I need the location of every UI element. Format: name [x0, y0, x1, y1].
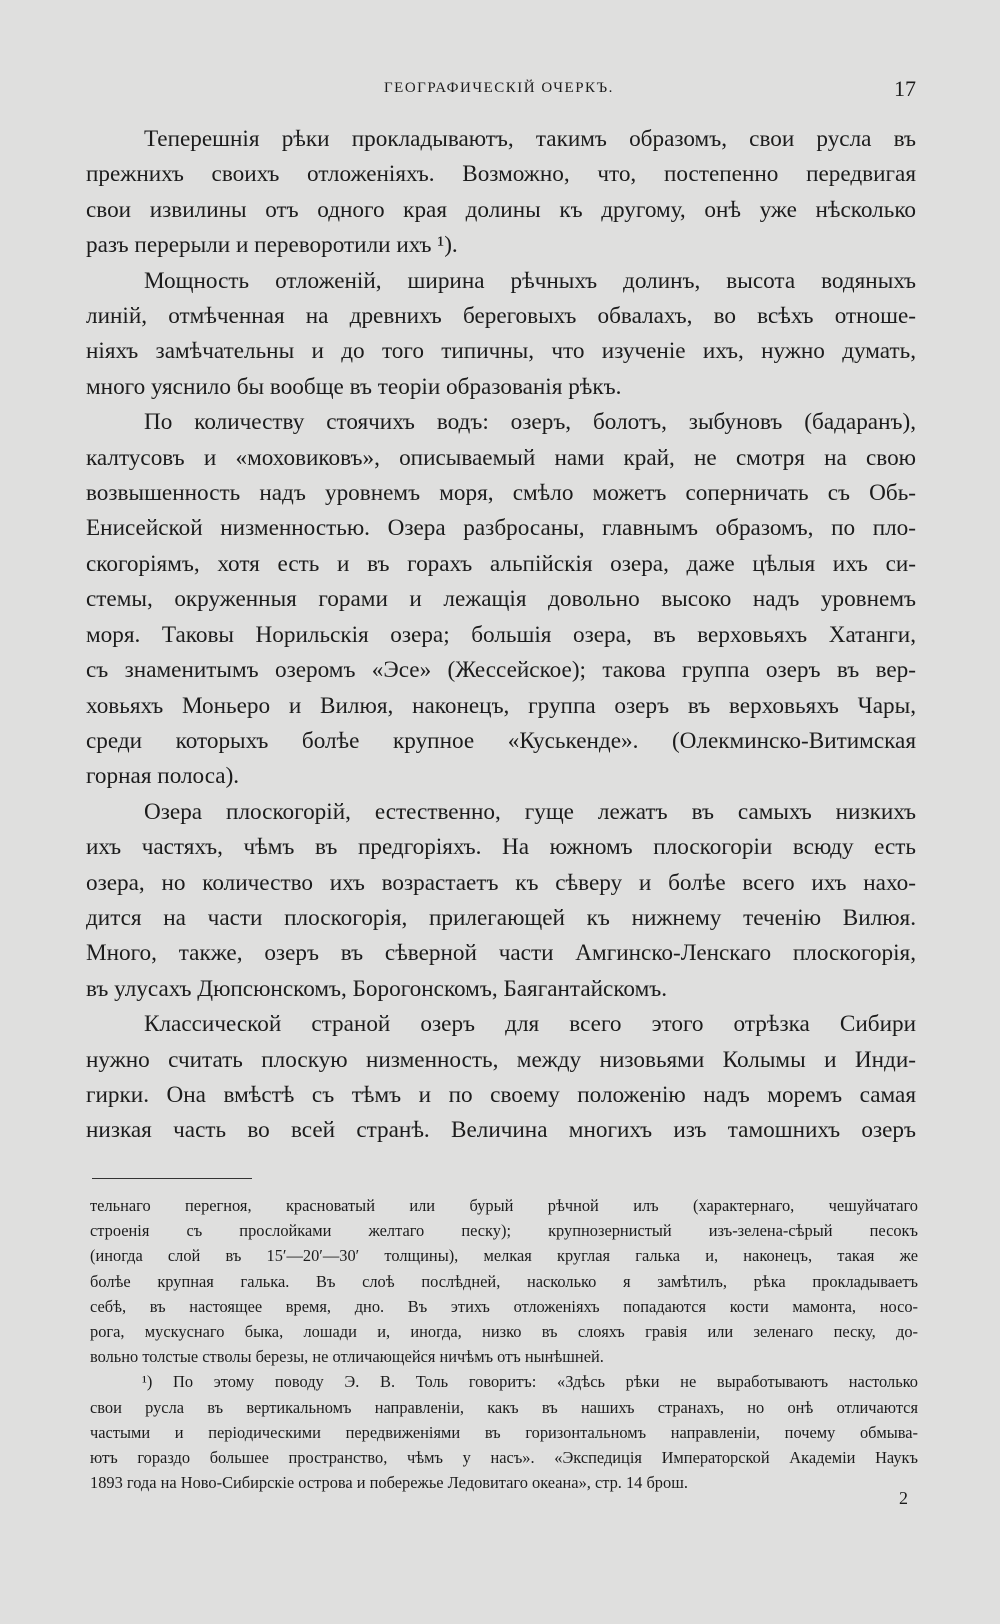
text-line: съ знаменитымъ озеромъ «Эсе» (Жессейское); такова группа озеръ въ вер- — [86, 657, 916, 684]
text-line: свои извилины отъ одного края долины къ другому, онѣ уже нѣсколько — [86, 196, 916, 223]
footnote-line: тельнаго перегноя, красноватый или бурый рѣчной илъ (характернаго, чешуйчатаго — [90, 1196, 918, 1215]
text-line: Много, также, озеръ въ сѣверной части Амгинско-Ленскаго плоскогорія, — [86, 940, 916, 967]
footnote-line: вольно толстые стволы березы, не отличающейся ничѣмъ отъ нынѣшней. — [90, 1347, 604, 1367]
page-number: 17 — [894, 76, 916, 101]
text-line: ніяхъ замѣчательны и до того типичны, что изученіе ихъ, нужно думать, — [86, 338, 916, 365]
text-line: моря. Таковы Норильскія озера; большія озера, въ верховьяхъ Хатанги, — [86, 621, 916, 648]
text-line: разъ перерыли и переворотили ихъ ¹). — [86, 232, 458, 259]
text-line: среди которыхъ болѣе крупное «Куськенде». (Олекминско-Витимская — [86, 727, 916, 754]
footnote-line: свои русла въ вертикальномъ направленіи, какъ въ нашихъ странахъ, но онѣ отличаются — [90, 1397, 918, 1417]
text-line: нужно считать плоскую низменность, между низовьями Колымы и Инди- — [86, 1046, 916, 1073]
footnote-line: себѣ, въ настоящее время, дно. Въ этихъ отложеніяхъ попадаются кости мамонта, носо- — [90, 1296, 918, 1316]
footnote-line: строенія съ прослойками желтаго песку); крупнозернистый изъ-зелена-сѣрый песокъ — [90, 1221, 918, 1241]
text-line: гирки. Она вмѣстѣ съ тѣмъ и по своему положенію надъ моремъ самая — [86, 1081, 916, 1108]
text-line: возвышенность надъ уровнемъ моря, смѣло можетъ соперничать съ Обь- — [86, 480, 916, 507]
paragraph — [86, 405, 916, 794]
text-line: Мощность отложеній, ширина рѣчныхъ долинъ, высота водяныхъ — [144, 267, 916, 294]
footnote-line: 1893 года на Ново-Сибирскіе острова и побережье Ледовитаго океана», стр. 14 брош. — [90, 1473, 688, 1493]
text-line: Озера плоскогорій, естественно, гуще лежатъ въ самыхъ низкихъ — [144, 798, 916, 825]
footnote-line: рога, мускуснаго быка, лошади и, иногда, низко въ слояхъ гравія или зеленаго песку, до- — [90, 1322, 918, 1342]
paragraph — [86, 1007, 916, 1149]
text-line: По количеству стоячихъ водъ: озеръ, болотъ, зыбуновъ (бадаранъ), — [144, 409, 916, 436]
text-line: ховьяхъ Моньеро и Вилюя, наконецъ, группа озеръ въ верховьяхъ Чары, — [86, 692, 916, 719]
text-line: въ улусахъ Дюпсюнскомъ, Борогонскомъ, Баягантайскомъ. — [86, 975, 668, 1002]
text-line: низкая часть во всей странѣ. Величина многихъ изъ тамошнихъ озеръ — [86, 1117, 916, 1144]
page-header — [86, 76, 916, 106]
text-line: калтусовъ и «моховиковъ», описываемый нами край, не смотря на свою — [86, 444, 916, 471]
footnote-line: ¹) По этому поводу Э. В. Толь говоритъ: «Здѣсь рѣки не выработываютъ настолько — [142, 1372, 918, 1392]
text-line: горная полоса). — [86, 763, 240, 790]
footnotes — [90, 1193, 918, 1495]
running-title: ГЕОГРАФИЧЕСКІЙ ОЧЕРКЪ. — [384, 80, 614, 96]
paragraph — [86, 122, 916, 264]
text-line: скогоріямъ, хотя есть и въ горахъ альпійскія озера, даже цѣлыя ихъ си- — [86, 550, 916, 577]
text-line: Теперешнія рѣки прокладываютъ, такимъ образомъ, свои русла въ — [144, 126, 916, 152]
text-line: Классической страной озеръ для всего этого отрѣзка Сибири — [144, 1011, 916, 1038]
text-line: озера, но количество ихъ возрастаетъ къ сѣверу и болѣе всего ихъ нахо- — [86, 869, 916, 896]
text-line: Енисейской низменностью. Озера разбросаны, главнымъ образомъ, по пло- — [86, 515, 916, 542]
text-line: прежнихъ своихъ отложеніяхъ. Возможно, что, постепенно передвигая — [86, 161, 916, 188]
text-line: дится на части плоскогорія, прилегающей къ нижнему теченію Вилюя. — [86, 904, 916, 931]
footnote-divider — [92, 1178, 252, 1179]
text-line: линій, отмѣченная на древнихъ береговыхъ обвалахъ, во всѣхъ отноше- — [86, 303, 916, 330]
footnote-line: ютъ гораздо большее пространство, чѣмъ у насъ». «Экспедиція Императорской Академіи Наукъ — [90, 1448, 918, 1468]
main-text — [86, 122, 916, 1149]
text-line: ихъ частяхъ, чѣмъ въ предгоріяхъ. На южномъ плоскогоріи всюду есть — [86, 834, 916, 861]
text-line: стемы, окруженныя горами и лежащія довольно высоко надъ уровнемъ — [86, 586, 916, 613]
footnote-line: (иногда слой въ 15′—20′—30′ толщины), мелкая круглая галька и, наконецъ, такая же — [90, 1246, 918, 1266]
footnote-line: болѣе крупная галька. Въ слоѣ послѣдней, насколько я замѣтилъ, рѣка прокладываетъ — [90, 1271, 918, 1291]
footnote-line: частыми и періодическими передвиженіями въ горизонтальномъ направленіи, почему обмыва- — [90, 1422, 918, 1442]
paragraph — [86, 795, 916, 1007]
signature-mark: 2 — [899, 1488, 908, 1508]
paragraph — [86, 264, 916, 406]
text-line: много уяснило бы вообще въ теоріи образованія рѣкъ. — [86, 373, 622, 400]
